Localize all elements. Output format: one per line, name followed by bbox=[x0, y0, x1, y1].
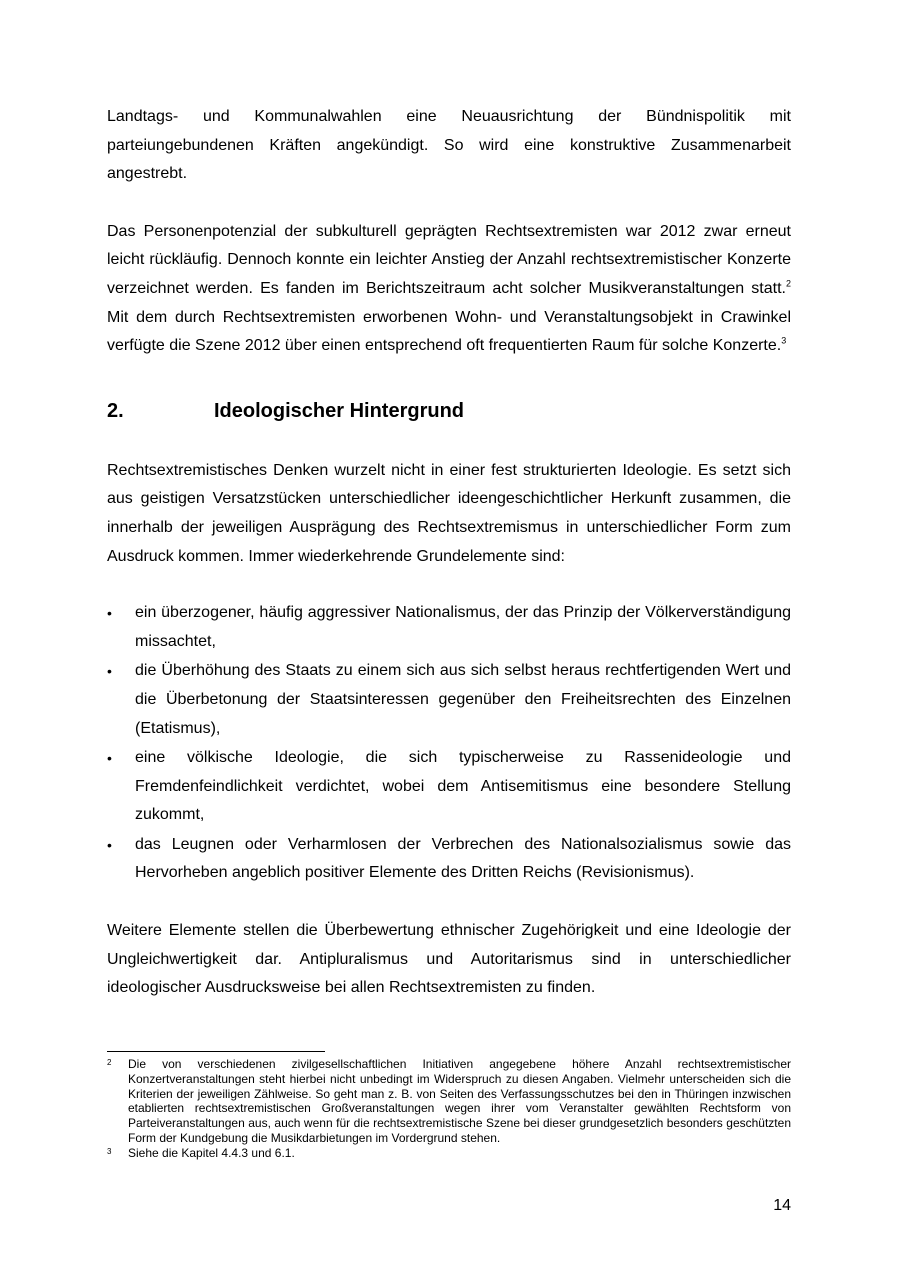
bullet-icon: • bbox=[107, 750, 112, 767]
section-title: Ideologischer Hintergrund bbox=[214, 399, 465, 422]
paragraph-further-elements: Weitere Elemente stellen die Überbewertung ethnischer Zugehörigkeit und eine Ideologie der Ungleichwertigkeit dar. Antipluralismus und Autoritarismus sind in unterschiedlicher ideologischer Ausdrucksweise bei allen Rechtsextremisten zu finden. bbox=[107, 922, 791, 997]
footnote-text: Siehe die Kapitel 4.4.3 und 6.1. bbox=[128, 1145, 295, 1160]
footnote-reference[interactable]: 3 bbox=[781, 335, 787, 346]
footnote-text: Die von verschiedenen zivilgesellschaftlichen Initiativen angegebene höhere Anzahl rechtsextremistischer Konzertveranstaltungen steht hierbei nicht unbedingt im Widerspruch zu diesen Angaben. Vielmehr unterscheiden sich die Kriterien der jeweiligen Zählweise. So geht man z. B. von Seiten des Verfassungsschutzes bei den in Thüringen inzwischen etablierten rechtsextremistischen Großveranstaltungen wegen ihrer vom Veranstalter gewählten Rechtsform von Parteiveranstaltungen aus, auch wenn für die rechtsextremistische Szene bei dieser grundgesetzlich besonders geschützten Form der Kundgebung die Musikdarbietungen im Vordergrund stehen. bbox=[128, 1057, 791, 1145]
bullet-icon: • bbox=[107, 663, 112, 680]
list-item bbox=[107, 744, 791, 830]
footnote-number: 2 bbox=[107, 1058, 112, 1067]
list-item bbox=[107, 657, 791, 743]
paragraph-subculture-concerts bbox=[107, 218, 791, 361]
footnote-reference[interactable]: 2 bbox=[785, 278, 791, 289]
paragraph-text: Das Personenpotenzial der subkulturell geprägten Rechtsextremisten war 2012 zwar erneut leicht rückläufig. Dennoch konnte ein leichter Anstieg der Anzahl rechtsextremistischer Konzerte verzeichnet werden. Es fanden im Berichtszeitraum acht solcher Musikveranstaltungen statt. bbox=[107, 222, 791, 297]
bullet-icon: • bbox=[107, 605, 112, 622]
list-item-text: eine völkische Ideologie, die sich typischerweise zu Rassenideologie und Fremdenfeindlichkeit verdichtet, wobei dem Antisemitismus eine besondere Stellung zukommt, bbox=[135, 749, 791, 824]
list-item bbox=[107, 831, 791, 888]
list-item bbox=[107, 599, 791, 656]
footnote-separator bbox=[107, 1051, 325, 1052]
footnote bbox=[107, 1057, 791, 1146]
footnote-number: 3 bbox=[107, 1146, 112, 1156]
list-item-text: ein überzogener, häufig aggressiver Nationalismus, der das Prinzip der Völkerverständigung missachtet, bbox=[135, 604, 791, 650]
ideology-elements-list bbox=[107, 599, 791, 888]
paragraph-alliance-policy: Landtags- und Kommunalwahlen eine Neuausrichtung der Bündnispolitik mit parteiungebundenen Kräften angekündigt. So wird eine konstruktive Zusammenarbeit angestrebt. bbox=[107, 108, 791, 183]
paragraph-text: Mit dem durch Rechtsextremisten erworbenen Wohn- und Veranstaltungsobjekt in Crawinkel verfügte die Szene 2012 über einen entsprechend oft frequentierten Raum für solche Konzerte. bbox=[107, 308, 791, 355]
footnotes-section bbox=[107, 1057, 791, 1161]
paragraph-ideology-intro: Rechtsextremistisches Denken wurzelt nicht in einer fest strukturierten Ideologie. Es setzt sich aus geistigen Versatzstücken unterschiedlicher ideengeschichtlicher Herkunft zusammen, die innerhalb der jeweiligen Ausprägung des Rechtsextremismus in unterschiedlicher Form zum Ausdruck kommen. Immer wiederkehrende Grundelemente sind: bbox=[107, 461, 791, 565]
list-item-text: das Leugnen oder Verharmlosen der Verbrechen des Nationalsozialismus sowie das Hervorheben angeblich positiver Elemente des Dritten Reichs (Revisionismus). bbox=[135, 835, 791, 882]
page-number: 14 bbox=[773, 1197, 791, 1214]
bullet-icon: • bbox=[107, 836, 112, 853]
section-number: 2. bbox=[107, 399, 124, 422]
page-body bbox=[107, 103, 791, 1003]
list-item-text: die Überhöhung des Staats zu einem sich aus sich selbst heraus rechtfertigenden Wert und die Überbetonung der Staatsinteressen gegenüber den Freiheitsrechten des Einzelnen (Etatismus), bbox=[135, 662, 791, 737]
footnote bbox=[107, 1146, 791, 1161]
section-heading bbox=[107, 397, 791, 425]
